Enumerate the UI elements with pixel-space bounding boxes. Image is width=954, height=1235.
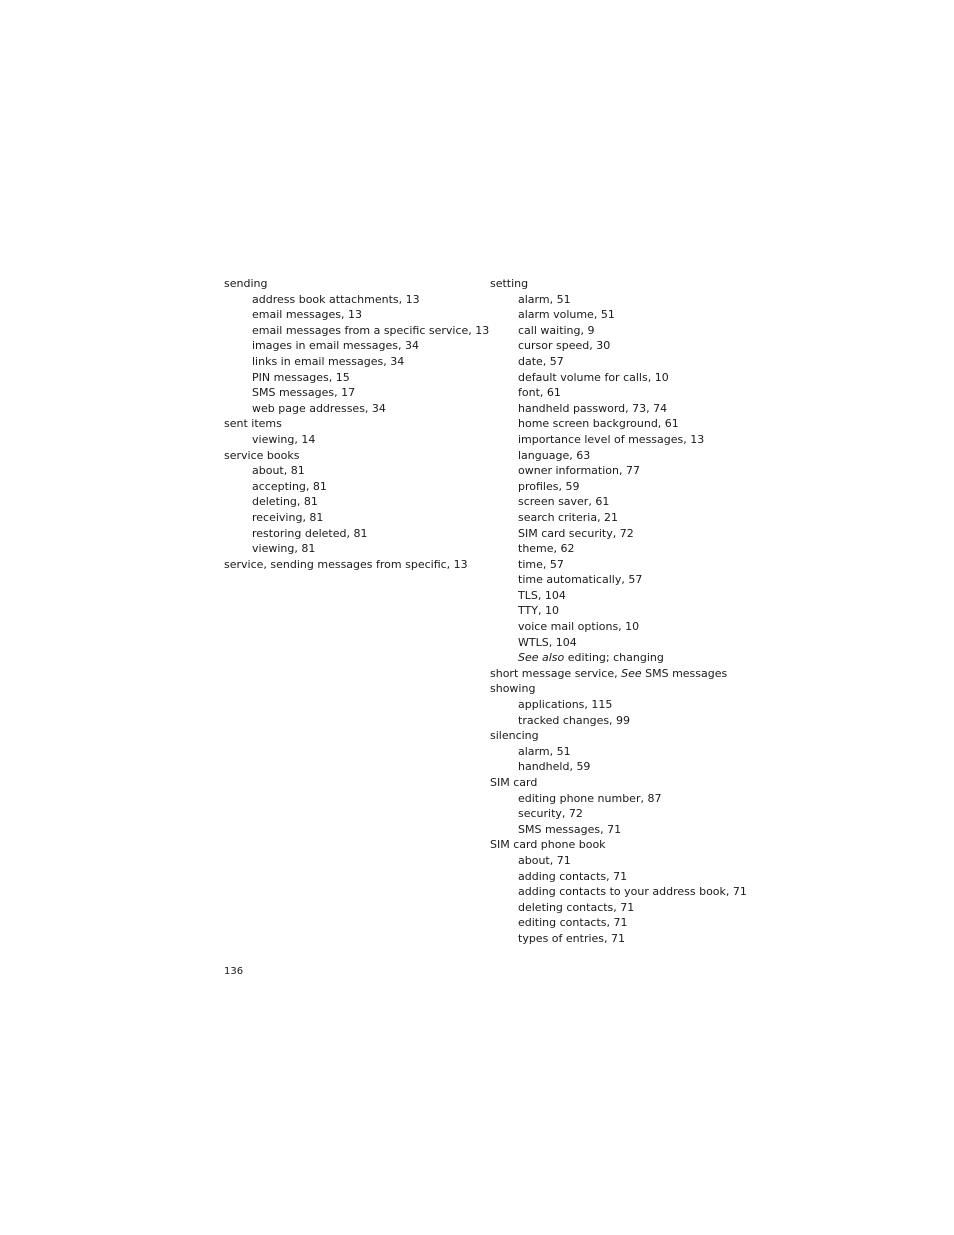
index-entry: service, sending messages from specific, 13 [224,557,468,571]
index-subentry: handheld, 59 [518,760,591,774]
index-subentry [490,650,750,666]
index-subentry: editing phone number, 87 [518,791,662,805]
index-subentry: search criteria, 21 [518,510,619,524]
index-subentry: handheld password, 73, 74 [518,401,668,415]
index-subentry: receiving, 81 [252,510,324,524]
index-subentry: editing contacts, 71 [518,916,628,930]
index-subentry: importance level of messages, 13 [518,432,705,446]
index-subentry: PIN messages, 15 [252,370,350,384]
index-subentry: deleting contacts, 71 [518,900,635,914]
index-subentry: address book attachments, 13 [252,292,420,306]
entry-text: editing; changing [564,651,664,665]
index-subentry: default volume for calls, 10 [518,370,669,384]
index-subentry: WTLS, 104 [518,635,577,649]
index-subentry: email messages from a specific service, 13 [252,323,490,337]
index-entry: sent items [224,417,282,431]
index-subentry: email messages, 13 [252,308,362,322]
cross-reference-label: See also [518,651,565,665]
index-subentry: security, 72 [518,807,583,821]
index-subentry: adding contacts, 71 [518,869,628,883]
index-subentry: applications, 115 [518,698,613,712]
cross-reference-label: See [621,666,642,680]
index-subentry: theme, 62 [518,542,575,556]
index-entry: showing [490,682,536,696]
index-subentry: deleting, 81 [252,495,318,509]
index-column-right [490,276,750,947]
index-entry: silencing [490,729,539,743]
index-subentry: viewing, 81 [252,542,316,556]
index-subentry: restoring deleted, 81 [252,526,368,540]
index-subentry: TTY, 10 [518,604,559,618]
index-subentry: alarm, 51 [518,744,571,758]
index-subentry: home screen background, 61 [518,417,679,431]
index-subentry: cursor speed, 30 [518,339,611,353]
page-number: 136 [224,966,244,977]
index-entry [490,666,750,682]
index-subentry: tracked changes, 99 [518,713,631,727]
index-subentry: call waiting, 9 [518,323,595,337]
index-subentry: about, 81 [252,464,305,478]
entry-text: short message service, [490,666,622,680]
index-subentry: date, 57 [518,354,564,368]
index-subentry: SIM card security, 72 [518,526,634,540]
index-subentry: font, 61 [518,386,561,400]
index-subentry: adding contacts to your address book, 71 [518,885,747,899]
index-entry: service books [224,448,300,462]
index-subentry: voice mail options, 10 [518,620,640,634]
index-subentry: types of entries, 71 [518,931,626,945]
index-column-left [224,276,490,572]
index-subentry: alarm volume, 51 [518,308,615,322]
entry-text: SMS messages [641,666,728,680]
index-subentry: profiles, 59 [518,479,580,493]
index-subentry: language, 63 [518,448,591,462]
index-subentry: about, 71 [518,853,571,867]
index-subentry: TLS, 104 [518,588,566,602]
index-subentry: time automatically, 57 [518,573,643,587]
index-subentry: images in email messages, 34 [252,339,420,353]
index-subentry: SMS messages, 17 [252,386,356,400]
index-subentry: time, 57 [518,557,564,571]
index-entry: SIM card [490,776,538,789]
index-subentry: links in email messages, 34 [252,354,405,368]
index-entry: sending [224,277,268,290]
index-subentry: screen saver, 61 [518,495,610,509]
index-subentry: viewing, 14 [252,432,316,446]
index-entry: setting [490,277,529,290]
index-entry: SIM card phone book [490,838,606,852]
index-subentry: alarm, 51 [518,292,571,306]
index-subentry: accepting, 81 [252,479,327,493]
index-subentry: owner information, 77 [518,464,640,478]
index-subentry: web page addresses, 34 [252,401,386,415]
index-subentry: SMS messages, 71 [518,822,622,836]
